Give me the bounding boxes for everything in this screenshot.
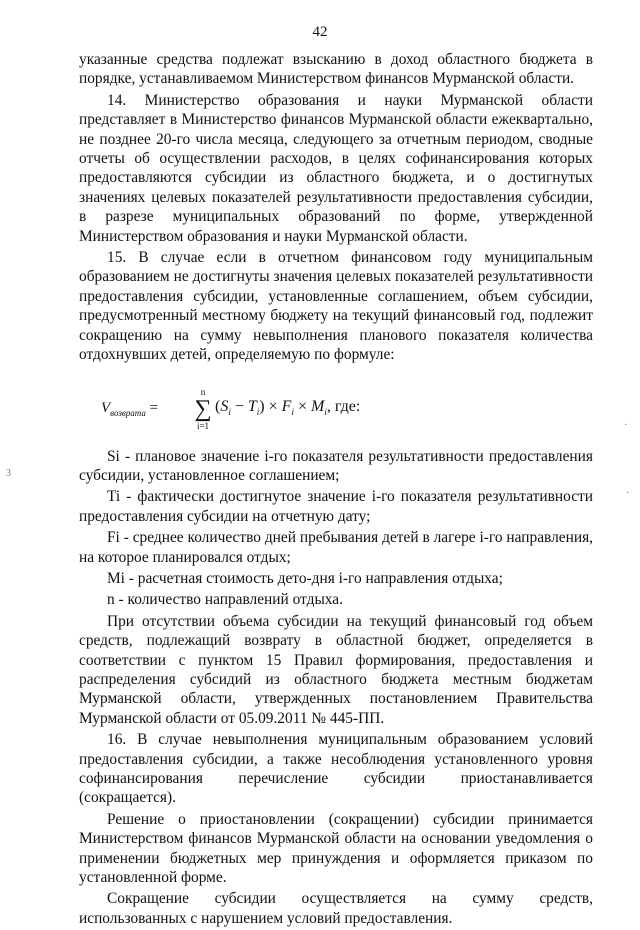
document-body [79, 50, 593, 930]
page-number: 42 [312, 24, 328, 40]
formula [101, 387, 593, 433]
paragraph-continuation: указанные средства подлежат взысканию в доход областного бюджета в порядке, устанавливаемом Министерством финансов Мурманской области. [79, 51, 593, 88]
paragraph-decision: Решение о приостановлении (сокращении) субсидии принимается Министерством финансов Мурманской области на основании уведомления о применении бюджетных мер принуждения и оформляется приказом по установленной форме. [79, 810, 593, 887]
paragraph-15: 15. В случае если в отчетном финансовом году муниципальным образованием не достигнуты значения целевых показателей результативности предоставления субсидии, установленные соглашением, объем субсидии, предусмотренный местному бюджету на текущий финансовый год, подлежит сокращению на сумму невыполнения планового показателя количества отдохнувших детей, определяемую по формуле: [79, 249, 593, 364]
definition-f: Fi - среднее количество дней пребывания детей в лагере i-го направления, на которое планировался отдых; [79, 529, 593, 566]
definition-n: n - количество направлений отдыха. [107, 591, 343, 609]
margin-mark-right-1: · [624, 420, 628, 431]
margin-mark-right-2: · [626, 488, 630, 499]
definition-s: Si - плановое значение i-го показателя результативности предоставления субсидии, установленное соглашением; [79, 447, 593, 484]
definition-t: Ti - фактически достигнутое значение i-го показателя результативности предоставления субсидии на отчетную дату; [79, 488, 593, 525]
margin-mark-left: 3 [6, 468, 11, 479]
paragraph-14: 14. Министерство образования и науки Мурманской области представляет в Министерство финансов Мурманской области ежеквартально, не позднее 20-го числа месяца, следующего за отчетным периодом, сводные отчеты об осуществлении расходов, в целях софинансирования которых предоставляются субсидии из областного бюджета, и о достигнутых значениях целевых показателей результативности предоставления субсидии, в разрезе муниципальных образований по форме, утвержденной Министерством образования и науки Мурманской области. [79, 91, 593, 245]
paragraph-16: 16. В случае невыполнения муниципальным образованием условий предоставления субсидии, а также несоблюдения установленного уровня софинансирования перечисление субсидии приостанавливается (сокращается). [79, 731, 593, 807]
formula-sum-sign: n ∑ i=1 [194, 386, 212, 431]
formula-lhs: $V_{возврата}$ = [101, 399, 159, 418]
paragraph-reduction: Сокращение субсидии осуществляется на сумму средств, использованных с нарушением условий предоставления. [79, 890, 593, 927]
formula-expression: $(S_i - T_i) \times F_i \times M_i$, где: [215, 397, 361, 417]
definition-m: Mi - расчетная стоимость дето-дня i-го направления отдыха; [107, 569, 503, 587]
paragraph-no-subsidy: При отсутствии объема субсидии на текущий финансовый год объем средств, подлежащий возврату в областной бюджет, определяется в соответствии с пунктом 15 Правил формирования, предоставления и распределения субсидий из областного бюджета местным бюджетам Мурманской области, утвержденных постановлением Правительства Мурманской области от 05.09.2011 № 445-ПП. [79, 612, 593, 727]
